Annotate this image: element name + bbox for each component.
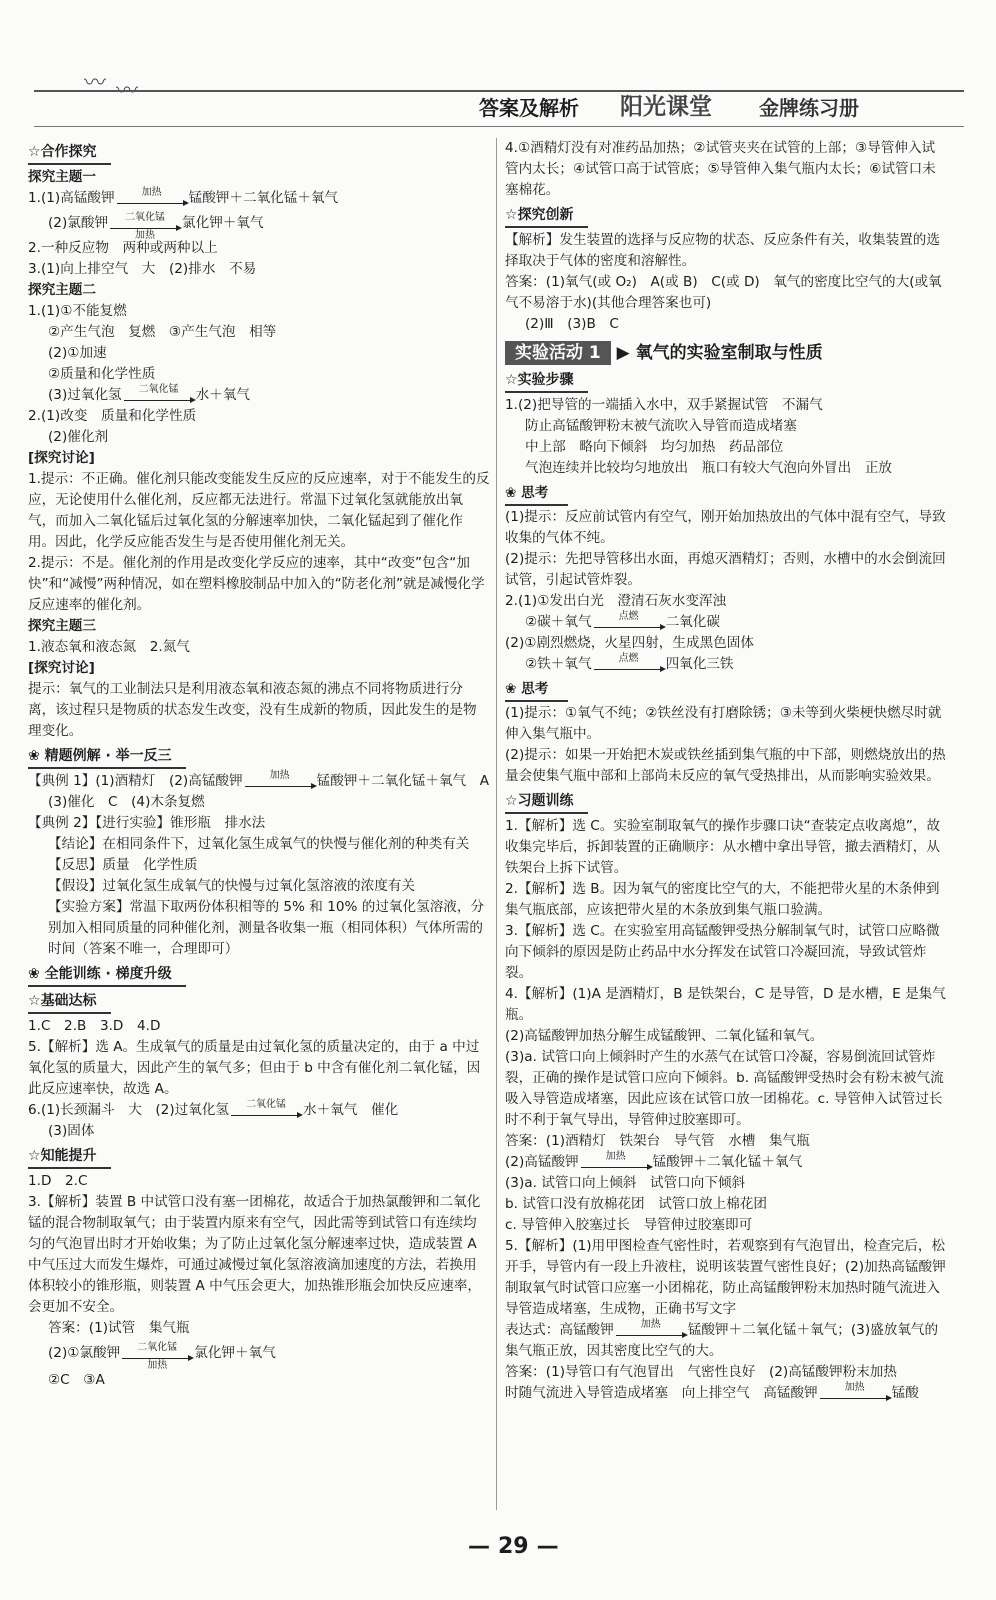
reaction-arrow: 二氧化锰	[124, 390, 194, 401]
paragraph: 4.①酒精灯没有对准药品加热；②试管夹夹在试管的上部；③导管伸入试管内太长；④试管口高于试管底；⑤导管伸入集气瓶内太长；⑥试管口未塞棉花。	[505, 140, 936, 198]
reaction-arrow: 加热	[245, 776, 315, 787]
equation-line: (2)氯酸钾 二氧化锰 加热 氯化钾＋氧气	[48, 211, 264, 241]
discussion-heading: [探究讨论]	[28, 450, 95, 466]
paragraph: 1.【解析】选 C。实验室制取氧气的操作步骤口诀“查装定点收离熄”，故收集完毕后，拆卸装置的正确顺序：从水槽中拿出导管，撤去酒精灯，从铁架台上拆下试管。	[505, 818, 941, 876]
activity-title: 氧气的实验室制取与性质	[635, 343, 823, 363]
answer-line: 答案：(1)酒精灯 铁架台 导气管 水槽 集气瓶	[505, 1133, 810, 1149]
reaction-arrow: 加热	[616, 1325, 686, 1336]
paragraph: 2.提示：不是。催化剂的作用是改变化学反应的速率，其中“改变”包含“加快”和“减慢”两种情况，如在塑料橡胶制品中加入的“防老化剂”就是减慢化学反应速率的催化剂。	[28, 555, 485, 613]
answer-line: 1.液态氧和液态氮 2.氮气	[28, 639, 190, 655]
answer-line: 2.一种反应物 两种或两种以上	[28, 240, 218, 256]
paragraph: 5.【解析】(1)用甲图检查气密性时，若观察到有气泡冒出，检查完后，松开手，导管内有一段上升液柱，说明该装置气密性良好；(2)加热高锰酸钾制取氧气时试管口应塞一小团棉花，防止高锰酸钾粉末加热时随气流进入导管造成堵塞，生成物，正确书写文字	[505, 1238, 946, 1317]
equation-line: 【典例 1】(1)酒精灯 (2)高锰酸钾 加热 锰酸钾＋二氧化锰＋氧气 A	[28, 769, 490, 789]
paragraph: 5.【解析】选 A。生成氧气的质量是由过氧化氢的质量决定的，由于 a 中过氧化氢的质量大，因此产生的氧气多；但由于 b 中含有催化剂二氧化锰，因此反应速率快，故选 A。	[28, 1039, 481, 1097]
think-heading: ❀ 思考	[505, 483, 947, 506]
reaction-arrow: 加热	[117, 193, 187, 204]
answer-line: 防止高锰酸钾粉末被气流吹入导管而造成堵塞	[525, 418, 797, 434]
topic-heading: 探究主题一	[28, 169, 96, 185]
equation-line: (3)过氧化氢 二氧化锰 水＋氧气	[48, 383, 251, 403]
reaction-arrow: 加热	[820, 1388, 890, 1399]
left-column	[28, 138, 490, 1391]
answer-line: 2.(1)①发出白光 澄清石灰水变浑浊	[505, 593, 727, 609]
reaction-arrow: 二氧化锰 加热	[110, 218, 180, 229]
answer-line: ②产生气泡 复燃 ③产生气泡 相等	[48, 324, 277, 340]
think-heading: ❀ 思考	[505, 679, 947, 702]
section-heading: ☆习题训练	[505, 791, 947, 814]
answer-line: (2)①加速	[48, 345, 107, 361]
answer-line: (3)a. 试管口向上倾斜 试管口向下倾斜	[505, 1175, 746, 1191]
answer-line: 2.(1)改变 质量和化学性质	[28, 408, 197, 424]
section-heading: ☆探究创新	[505, 205, 947, 228]
answer-line: (2)催化剂	[48, 429, 109, 445]
section-heading: ☆基础达标	[28, 991, 490, 1014]
section-heading: ❀ 精题例解 · 举一反三	[28, 746, 490, 769]
equation-line: 表达式：高锰酸钾 加热 锰酸钾＋二氧化锰＋氧气；(3)盛放氧气的集气瓶正放，因其密度比空气的大。	[505, 1318, 939, 1359]
answer-line: (2)①剧烈燃烧，火星四射，生成黑色固体	[505, 635, 754, 651]
activity-banner: 实验活动 1 ▶ 氧气的实验室制取与性质	[505, 343, 947, 364]
equation-line: 时随气流进入导管造成堵塞 向上排空气 高锰酸钾 加热 锰酸	[505, 1381, 919, 1401]
paragraph: 【实验方案】常温下取两份体积相等的 5% 和 10% 的过氧化氢溶液，分别加入相同质量的同种催化剂，测量各收集一瓶（相同体积）气体所需的时间（答案不唯一，合理即可）	[48, 899, 485, 957]
paragraph: 答案：(1)氧气(或 O₂) A(或 B) C(或 D) 氧气的密度比空气的大(或氧气不易溶于水)(其他合理答案也可)	[505, 274, 942, 311]
section-heading: ☆知能提升	[28, 1146, 490, 1169]
equation-line: 6.(1)长颈漏斗 大 (2)过氧化氢 二氧化锰 水＋氧气 催化	[28, 1098, 399, 1118]
reaction-arrow: 二氧化锰 加热	[122, 1348, 192, 1359]
equation-line: ②碳＋氧气 点燃 二氧化碳	[525, 610, 720, 630]
answer-line: c. 导管伸入胶塞过长 导管伸过胶塞即可	[505, 1217, 753, 1233]
equation-line: 1.(1)高锰酸钾 加热 锰酸钾＋二氧化锰＋氧气	[28, 186, 339, 206]
paragraph: (2)提示：先把导管移出水面，再熄灭酒精灯；否则，水槽中的水会倒流回试管，引起试管炸裂。	[505, 551, 946, 588]
answer-line: 1.(2)把导管的一端插入水中，双手紧握试管 不漏气	[505, 397, 823, 413]
answer-line: (3)催化 C (4)木条复燃	[48, 794, 205, 810]
paragraph: (1)提示：①氧气不纯；②铁丝没有打磨除锈；③未等到火柴梗快燃尽时就伸入集气瓶中。	[505, 705, 942, 742]
answer-line: (2)Ⅲ (3)B C	[525, 316, 619, 332]
answer-line: 【反思】质量 化学性质	[48, 857, 198, 873]
topic-heading: 探究主题二	[28, 282, 96, 298]
answer-line: 1.D 2.C	[28, 1173, 88, 1189]
answer-line: (3)固体	[48, 1123, 95, 1139]
section-heading: ❀ 全能训练 · 梯度升级	[28, 964, 490, 987]
header-series: 金牌练习册	[759, 96, 859, 120]
answer-line: (2)高锰酸钾加热分解生成锰酸钾、二氧化锰和氧气。	[505, 1028, 824, 1044]
answer-line: 【典例 2】【进行实验】锥形瓶 排水法	[28, 815, 266, 831]
answer-line: ②质量和化学性质	[48, 366, 156, 382]
answer-line: b. 试管口没有放棉花团 试管口放上棉花团	[505, 1196, 767, 1212]
reaction-arrow: 点燃	[594, 617, 664, 628]
paragraph: 【解析】发生装置的选择与反应物的状态、反应条件有关，收集装置的选择取决于气体的密度和溶解性。	[505, 232, 940, 269]
paragraph: 【结论】在相同条件下，过氧化氢生成氧气的快慢与催化剂的种类有关	[48, 836, 470, 852]
section-heading: ☆合作探究	[28, 142, 490, 165]
page-number: — 29 —	[468, 1534, 559, 1559]
reaction-arrow: 加热	[581, 1157, 651, 1168]
paragraph: 2.【解析】选 B。因为氧气的密度比空气的大，不能把带火星的木条伸到集气瓶底部，应该把带火星的木条放到集气瓶口验满。	[505, 881, 940, 918]
reaction-arrow: 二氧化锰	[231, 1105, 301, 1116]
equation-line: (2)高锰酸钾 加热 锰酸钾＋二氧化锰＋氧气	[505, 1150, 803, 1170]
answer-line: 气泡连续并比较均匀地放出 瓶口有较大气泡向外冒出 正放	[525, 460, 893, 476]
right-column	[505, 138, 947, 1404]
paragraph: 3.【解析】选 C。在实验室用高锰酸钾受热分解制氧气时，试管口应略微向下倾斜的原因是防止药品中水分挥发在试管口冷凝回流，导致试管炸裂。	[505, 923, 940, 981]
bird-icon: 〰	[84, 71, 107, 96]
paragraph: (2)提示：如果一开始把木炭或铁丝插到集气瓶的中下部，则燃烧放出的热量会使集气瓶中部和上部尚未反应的氧气受热排出，从而影响实验效果。	[505, 747, 946, 784]
answer-line: 答案：(1)试管 集气瓶	[48, 1320, 190, 1336]
paragraph: 4.【解析】(1)A 是酒精灯，B 是铁架台，C 是导管，D 是水槽，E 是集气瓶。	[505, 986, 946, 1023]
header-brand: 阳光课堂	[620, 94, 712, 120]
topic-heading: 探究主题三	[28, 618, 96, 634]
reaction-arrow: 点燃	[594, 659, 664, 670]
discussion-heading: [探究讨论]	[28, 660, 95, 676]
column-divider	[496, 138, 497, 1510]
activity-label: 实验活动 1	[505, 341, 611, 365]
answer-line: ②C ③A	[48, 1372, 105, 1388]
paragraph: 1.提示：不正确。催化剂只能改变能发生反应的反应速率，对于不能发生的反应，无论使用什么催化剂，反应都无法进行。常温下过氧化氢就能放出氧气，而加入二氧化锰后过氧化氢的分解速率加快，二氧化锰起到了催化作用。因此，化学反应能否发生与是否使用催化剂无关。	[28, 471, 490, 550]
equation-line: ②铁＋氧气 点燃 四氧化三铁	[525, 652, 734, 672]
paragraph: (3)a. 试管口向上倾斜时产生的水蒸气在试管口冷凝，容易倒流回试管炸裂，正确的操作是试管口应向下倾斜。b. 高锰酸钾受热时会有粉末被气流吸入导管造成堵塞，因此应该在试管口放一团棉花。c. 导管伸入试管过长时不利于氧气导出，导管伸过胶塞即可。	[505, 1049, 944, 1128]
paragraph: (1)提示：反应前试管内有空气，刚开始加热放出的气体中混有空气，导致收集的气体不纯。	[505, 509, 946, 546]
section-heading: ☆实验步骤	[505, 370, 947, 393]
equation-line: (2)①氯酸钾 二氧化锰 加热 氯化钾＋氧气	[48, 1341, 276, 1371]
answer-line: 1.(1)①不能复燃	[28, 303, 127, 319]
paragraph: 3.【解析】装置 B 中试管口没有塞一团棉花，故适合于加热氯酸钾和二氧化锰的混合物制取氧气；由于装置内原来有空气，因此需等到试管口有连续均匀的气泡冒出时才开始收集；为了防止过氧化氢分解速率过快，造成装置 A 中气压过大而发生爆炸，可通过减慢过氧化氢溶液滴加速度的方法，若换用体积较小的锥形瓶，则装置 A 中气压会更大，加热锥形瓶会加快反应速率，会更加不安全。	[28, 1194, 481, 1315]
answer-line: 答案：(1)导管口有气泡冒出 气密性良好 (2)高锰酸钾粉末加热	[505, 1364, 897, 1380]
answer-line: 中上部 略向下倾斜 均匀加热 药品部位	[525, 439, 784, 455]
answer-line: 3.(1)向上排空气 大 (2)排水 不易	[28, 261, 257, 277]
answer-line: 【假设】过氧化氢生成氧气的快慢与过氧化氢溶液的浓度有关	[48, 878, 416, 894]
header-title: 答案及解析	[479, 96, 579, 120]
answer-line: 1.C 2.B 3.D 4.D	[28, 1018, 161, 1034]
bird-icon: 〰	[116, 79, 139, 104]
paragraph: 提示：氧气的工业制法只是利用液态氧和液态氮的沸点不同将物质进行分离，该过程只是物质的状态发生改变，没有生成新的物质，因此发生的是物理变化。	[28, 681, 477, 739]
